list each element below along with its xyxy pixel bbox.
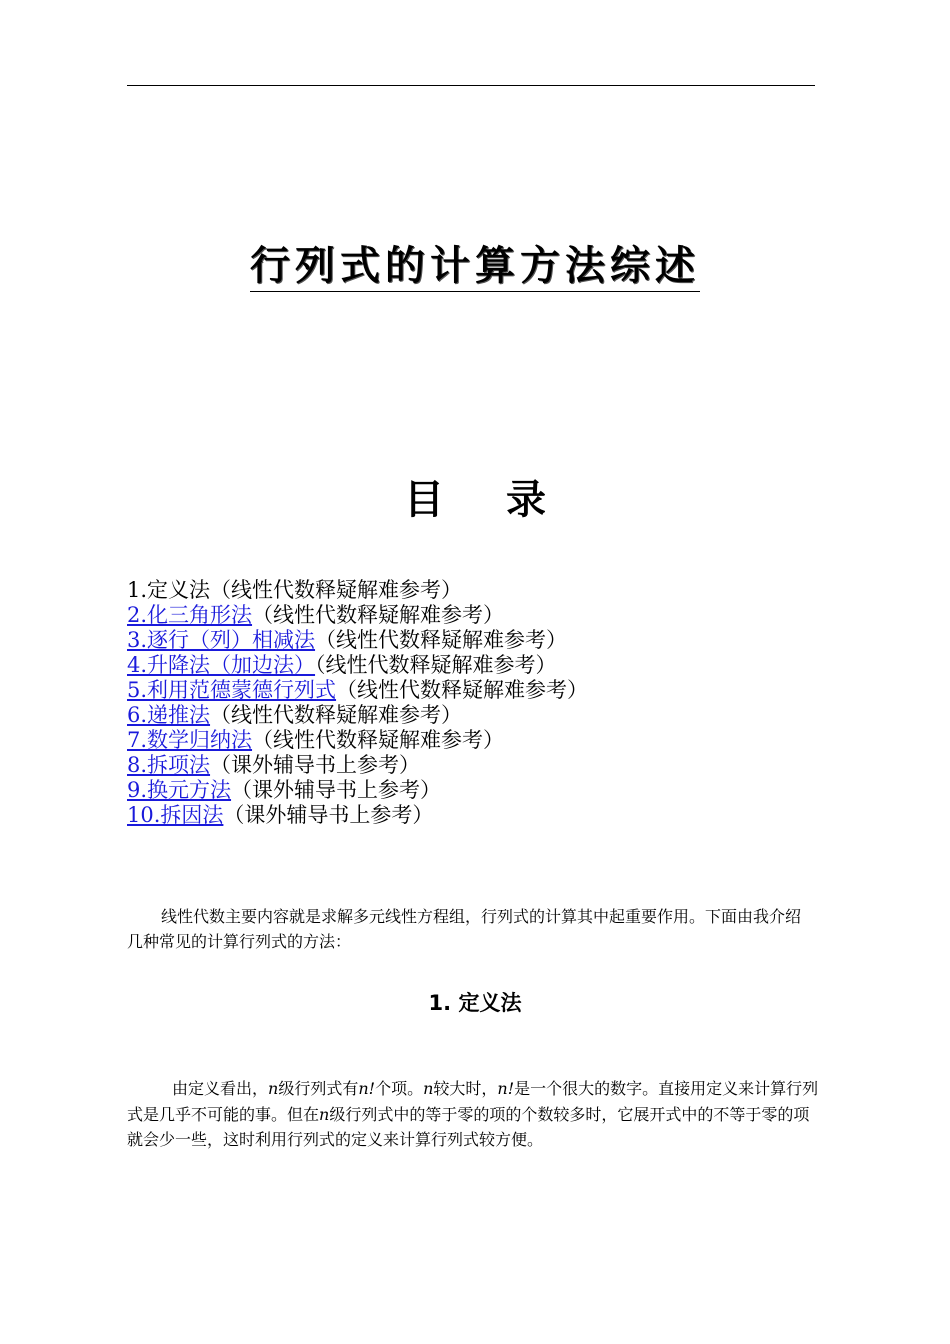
toc-link[interactable]: 4.升降法（加边法）	[127, 653, 316, 677]
math-variable: n	[268, 1079, 279, 1098]
paragraph-text: 级行列式中的等于零的项的个数较多时，它展开式中的不等于零的项就会少一些，这时利用行列式的定义来计算行列式较方便。	[127, 1104, 810, 1149]
toc-note: （线性代数释疑解难参考）	[252, 603, 505, 627]
toc-note: （线性代数释疑解难参考）	[336, 678, 589, 702]
paragraph-text: 由定义看出，	[172, 1079, 269, 1098]
toc-note: （线性代数释疑解难参考）	[252, 728, 505, 752]
paragraph-text: 是一个很大的数字。直接用定义来计算行列式是几乎不可能的事。但在	[127, 1079, 819, 1124]
toc-item-7	[127, 728, 827, 753]
toc-note: （课外辅导书上参考）	[223, 803, 434, 827]
header-rule	[127, 85, 815, 86]
toc-link[interactable]: 7.数学归纳法	[127, 728, 253, 752]
section-heading-definition-method: 1. 定义法	[428, 991, 522, 1015]
toc-item-2	[127, 603, 827, 628]
toc-heading-right: 录	[506, 477, 546, 523]
document-title-text: 行列式的计算方法综述	[250, 243, 700, 292]
paragraph-text: 个项。	[375, 1079, 424, 1098]
toc-note: （线性代数释疑解难参考）	[315, 653, 557, 677]
toc-item-9	[127, 778, 827, 803]
toc-heading	[0, 474, 950, 526]
toc-item-10	[127, 803, 827, 828]
math-expression: n!	[358, 1079, 376, 1098]
math-variable: n	[319, 1104, 330, 1124]
toc-label: 1.定义法	[127, 578, 211, 602]
toc-item-5	[127, 678, 827, 703]
toc-item-6	[127, 703, 827, 728]
toc-link[interactable]: 9.换元方法	[127, 778, 232, 802]
toc-note: （线性代数释疑解难参考）	[315, 628, 568, 652]
toc-item-3	[127, 628, 827, 653]
table-of-contents	[127, 578, 827, 828]
toc-note: （课外辅导书上参考）	[210, 753, 421, 777]
document-title	[0, 238, 950, 294]
toc-note: （课外辅导书上参考）	[231, 778, 442, 802]
toc-link[interactable]: 2.化三角形法	[127, 603, 253, 627]
toc-item-4	[127, 653, 827, 678]
math-variable: n	[423, 1079, 434, 1098]
toc-link[interactable]: 5.利用范德蒙德行列式	[127, 678, 337, 702]
toc-link[interactable]: 6.递推法	[127, 703, 211, 727]
toc-item-8	[127, 753, 827, 778]
paragraph-text: 级行列式有	[278, 1079, 359, 1098]
paragraph-text: 较大时，	[433, 1079, 498, 1098]
toc-link[interactable]: 8.拆项法	[127, 753, 211, 777]
definition-method-paragraph	[127, 1076, 822, 1153]
toc-link[interactable]: 3.逐行（列）相减法	[127, 628, 316, 652]
toc-heading-left: 目	[404, 477, 444, 523]
math-expression: n!	[497, 1079, 515, 1098]
intro-paragraph: 线性代数主要内容就是求解多元线性方程组，行列式的计算其中起重要作用。下面由我介绍几种常见的计算行列式的方法：	[127, 907, 802, 951]
toc-link[interactable]: 10.拆因法	[127, 803, 224, 827]
toc-note: （线性代数释疑解难参考）	[210, 578, 463, 602]
toc-note: （线性代数释疑解难参考）	[210, 703, 463, 727]
toc-item-1	[127, 578, 827, 603]
